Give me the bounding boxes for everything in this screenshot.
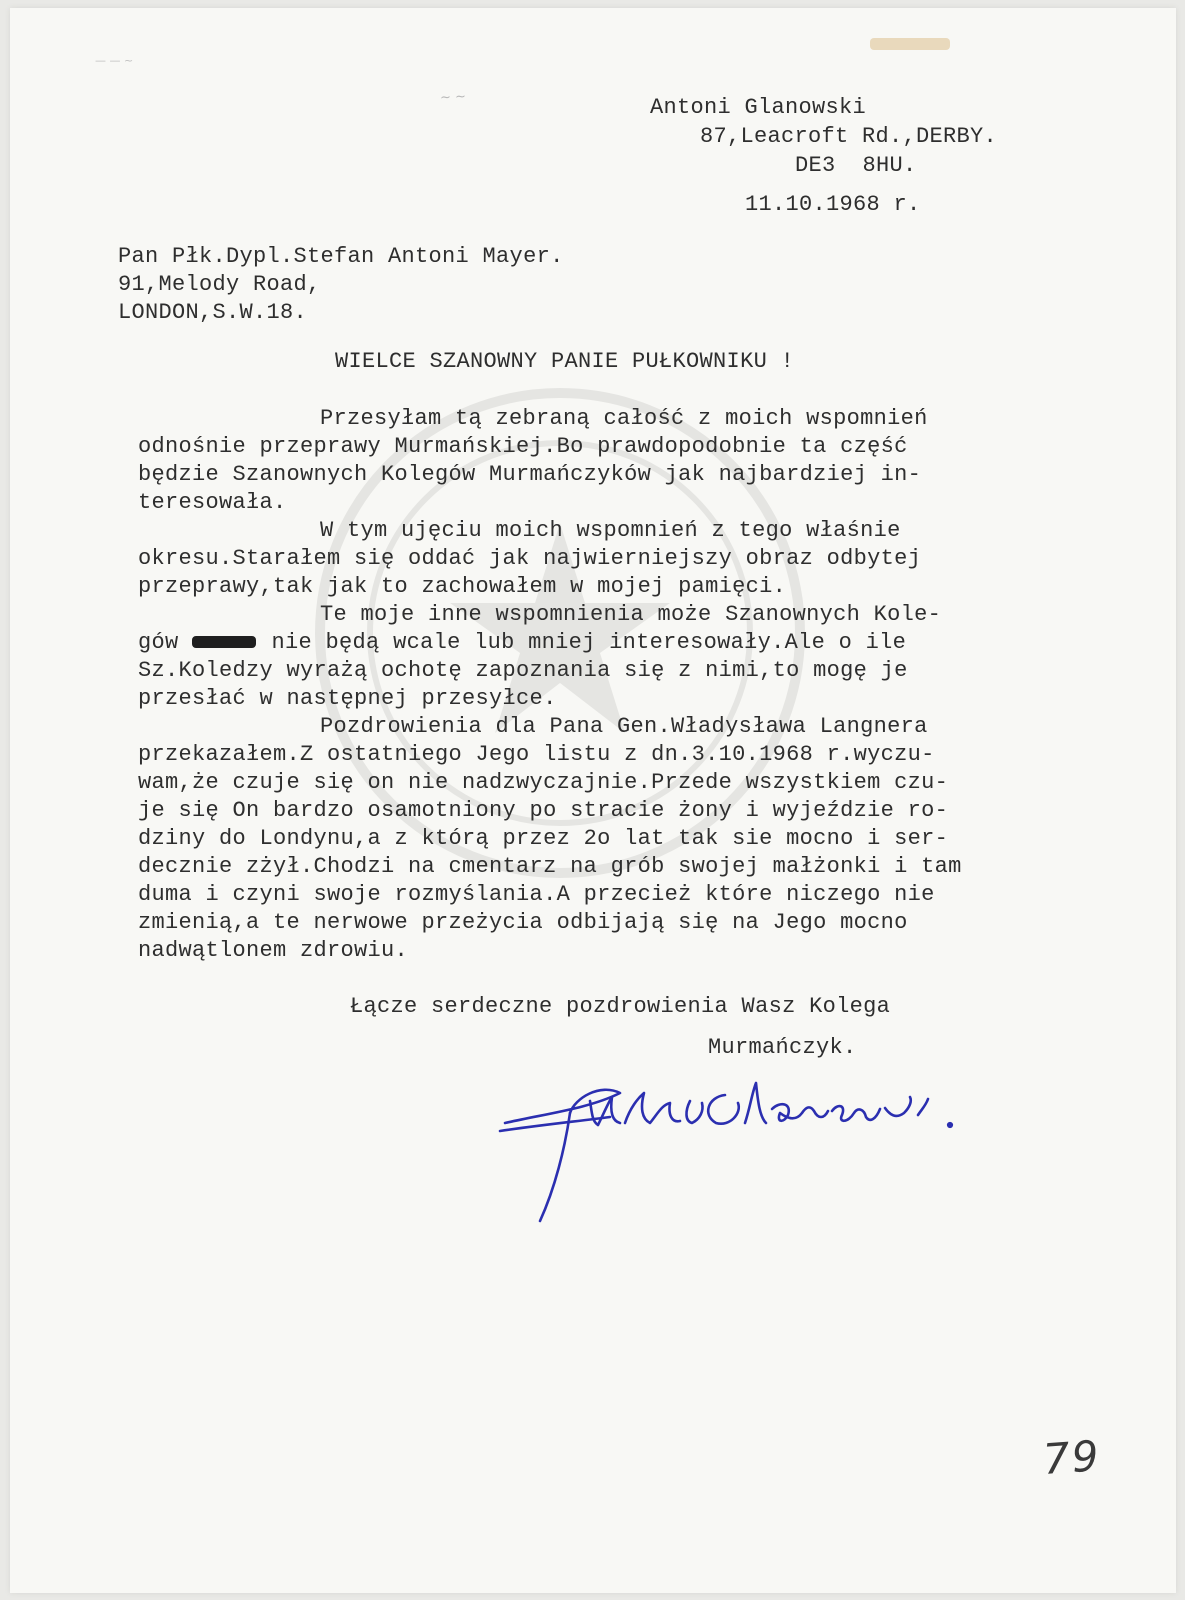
closing-descriptor: Murmańczyk.: [708, 1035, 857, 1060]
body-line: będzie Szanownych Kolegów Murmańczyków jak najbardziej in-: [138, 462, 922, 487]
body-line: decznie zżył.Chodzi na cmentarz na grób swojej małżonki i tam: [138, 854, 962, 879]
recipient-name: Pan Płk.Dypl.Stefan Antoni Mayer.: [118, 244, 564, 269]
body-line: wam,że czuje się on nie nadzwyczajnie.Przede wszystkiem czu-: [138, 770, 949, 795]
closing-line: Łącze serdeczne pozdrowienia Wasz Kolega: [350, 994, 891, 1019]
body-line: okresu.Starałem się oddać jak najwierniejszy obraz odbytej: [138, 546, 922, 571]
body-line-with-redaction: [138, 629, 906, 657]
letter-page: [10, 8, 1176, 1593]
body-line: dziny do Londynu,a z którą przez 2o lat tak sie mocno i ser-: [138, 826, 949, 851]
salutation: WIELCE SZANOWNY PANIE PUŁKOWNIKU !: [335, 349, 795, 374]
body-line: przesłać w następnej przesyłce.: [138, 686, 557, 711]
body-line: Pozdrowienia dla Pana Gen.Władysława Langnera: [320, 714, 928, 739]
body-line: Sz.Koledzy wyrażą ochotę zapoznania się z nimi,to mogę je: [138, 658, 908, 683]
sender-street: 87,Leacroft Rd.,DERBY.: [700, 124, 998, 149]
recipient-city: LONDON,S.W.18.: [118, 300, 308, 325]
body-line-rest: nie będą wcale lub mniej interesowały.Ale o ile: [271, 630, 907, 655]
pencil-scrawl: ~ ~: [439, 89, 467, 106]
body-line-start: gów: [138, 630, 179, 655]
body-line: Te moje inne wspomnienia może Szanownych Kole-: [320, 602, 942, 627]
body-line: duma i czyni swoje rozmyślania.A przecież które niczego nie: [138, 882, 935, 907]
redaction-mark: [192, 636, 256, 648]
body-line: przeprawy,tak jak to zachowałem w mojej pamięci.: [138, 574, 787, 599]
sender-name: Antoni Glanowski: [650, 95, 867, 120]
recipient-street: 91,Melody Road,: [118, 272, 321, 297]
handwritten-signature: [480, 1053, 970, 1228]
body-line: je się On bardzo osamotniony po stracie żony i wyjeździe ro-: [138, 798, 949, 823]
body-line: przekazałem.Z ostatniego Jego listu z dn.3.10.1968 r.wyczu-: [138, 742, 935, 767]
body-line: odnośnie przeprawy Murmańskiej.Bo prawdopodobnie ta część: [138, 434, 908, 459]
sender-postcode: DE3 8HU.: [795, 153, 917, 178]
body-line: Przesyłam tą zebraną całość z moich wspomnień: [320, 406, 928, 431]
corner-marks: — — ~: [95, 54, 134, 67]
tape-mark: [870, 38, 950, 50]
letter-date: 11.10.1968 r.: [745, 192, 921, 217]
body-line: teresowała.: [138, 490, 287, 515]
body-line: nadwątlonem zdrowiu.: [138, 938, 409, 963]
page-number: 79: [1041, 1431, 1103, 1484]
body-line: W tym ujęciu moich wspomnień z tego właśnie: [320, 518, 901, 543]
body-line: zmienią,a te nerwowe przeżycia odbijają się na Jego mocno: [138, 910, 908, 935]
